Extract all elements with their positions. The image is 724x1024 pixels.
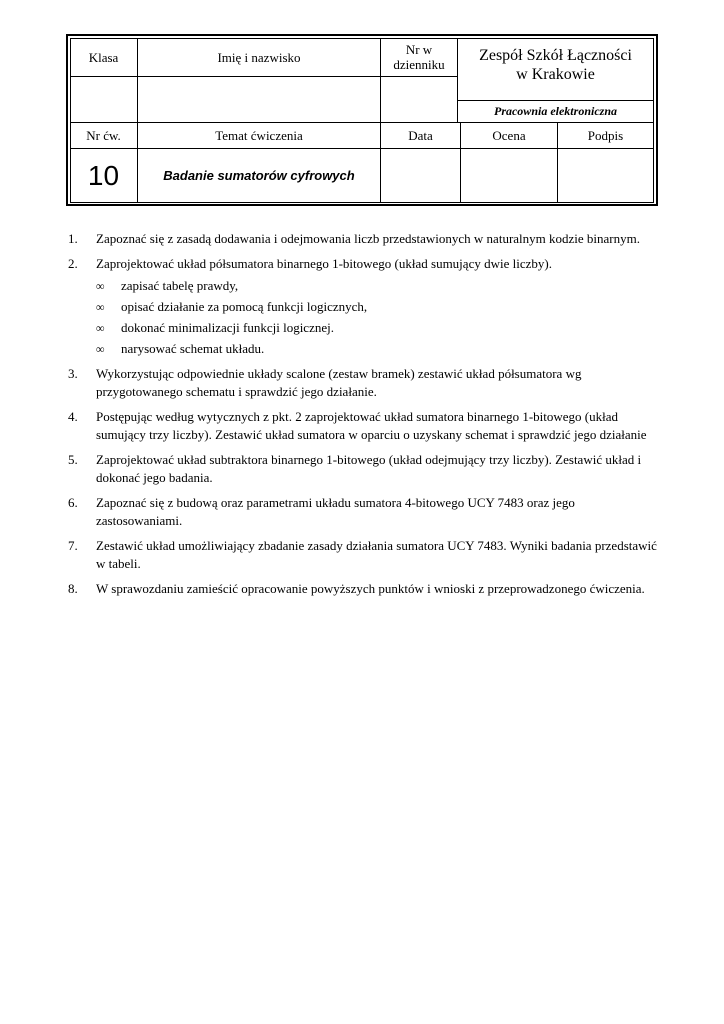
header-table xyxy=(66,34,658,206)
task-list xyxy=(68,230,658,605)
date-field[interactable] xyxy=(381,149,460,202)
infinity-bullet-icon: ∞ xyxy=(96,300,105,314)
task-item xyxy=(68,408,658,444)
signature-field[interactable] xyxy=(558,149,653,202)
task-text: Wykorzystując odpowiednie układy scalone (zestaw bramek) zestawić układ półsumatora wg przygotowanego schematu i sprawdzić jego działanie. xyxy=(96,366,582,399)
journal-number-field[interactable] xyxy=(381,77,457,122)
name-field[interactable] xyxy=(138,77,380,122)
exercise-number: 10 xyxy=(87,160,120,191)
task-text: W sprawozdaniu zamieścić opracowanie powyższych punktów i wnioski z przeprowadzonego ćwiczenia. xyxy=(96,581,645,596)
subitem-text: opisać działanie za pomocą funkcji logicznych, xyxy=(121,299,368,314)
date-label: Data xyxy=(408,128,433,143)
task-number: 3. xyxy=(68,366,78,381)
task-text: Zapoznać się z zasadą dodawania i odejmowania liczb przedstawionych w naturalnym kodzie binarnym. xyxy=(96,231,640,246)
grade-label: Ocena xyxy=(492,128,526,143)
subitem-text: zapisać tabelę prawdy, xyxy=(121,278,239,293)
inner-border-right xyxy=(653,38,654,203)
workshop-name: Pracownia elektroniczna xyxy=(493,104,617,118)
task-text: Zaprojektować układ subtraktora binarnego 1-bitowego (układ odejmujący trzy liczby). Zestawić układ i dokonać jego badania. xyxy=(96,452,642,485)
task-item xyxy=(68,230,658,248)
exercise-number-label: Nr ćw. xyxy=(86,128,121,143)
subitem xyxy=(96,319,658,337)
signature-label: Podpis xyxy=(587,128,624,143)
task-item xyxy=(68,494,658,530)
task-text: Zestawić układ umożliwiający zbadanie zasady działania sumatora UCY 7483. Wyniki badania przedstawić w tabeli. xyxy=(96,538,657,571)
task-text: Postępując według wytycznych z pkt. 2 zaprojektować układ sumatora binarnego 1-bitowego (układ sumujący trzy liczby). Zestawić układ sumatora w oparciu o uzyskany schemat i sprawdzić jego działanie xyxy=(96,409,647,442)
subitem xyxy=(96,340,658,358)
school-name-line1: Zespół Szkół Łączności xyxy=(479,47,632,64)
infinity-bullet-icon: ∞ xyxy=(96,279,105,293)
task-number: 4. xyxy=(68,409,78,424)
school-name-line2: w Krakowie xyxy=(516,66,595,83)
task-number: 2. xyxy=(68,256,78,271)
infinity-bullet-icon: ∞ xyxy=(96,342,105,356)
task-number: 8. xyxy=(68,581,78,596)
subitem-text: dokonać minimalizacji funkcji logicznej. xyxy=(121,320,334,335)
task-number: 6. xyxy=(68,495,78,510)
subitem xyxy=(96,298,658,316)
name-label: Imię i nazwisko xyxy=(217,49,301,65)
task-number: 1. xyxy=(68,231,78,246)
subitem xyxy=(96,277,658,295)
journal-number-label: Nr w dzienniku xyxy=(393,42,445,72)
subitem-list xyxy=(96,277,658,358)
inner-border-bottom xyxy=(70,202,654,203)
task-item xyxy=(68,580,658,598)
task-text: Zaprojektować układ półsumatora binarnego 1-bitowego (układ sumujący dwie liczby). xyxy=(96,256,552,271)
task-item xyxy=(68,365,658,401)
klasa-field[interactable] xyxy=(70,77,137,122)
task-item xyxy=(68,255,658,358)
task-item xyxy=(68,451,658,487)
task-text: Zapoznać się z budową oraz parametrami układu sumatora 4-bitowego UCY 7483 oraz jego zastosowaniami. xyxy=(96,495,575,528)
grade-field[interactable] xyxy=(461,149,557,202)
exercise-topic: Badanie sumatorów cyfrowych xyxy=(163,168,355,183)
subitem-text: narysować schemat układu. xyxy=(121,341,265,356)
task-number: 7. xyxy=(68,538,78,553)
task-item xyxy=(68,537,658,573)
klasa-label: Klasa xyxy=(88,49,119,65)
school-name xyxy=(458,40,653,90)
task-number: 5. xyxy=(68,452,78,467)
topic-label: Temat ćwiczenia xyxy=(215,128,303,143)
infinity-bullet-icon: ∞ xyxy=(96,321,105,335)
